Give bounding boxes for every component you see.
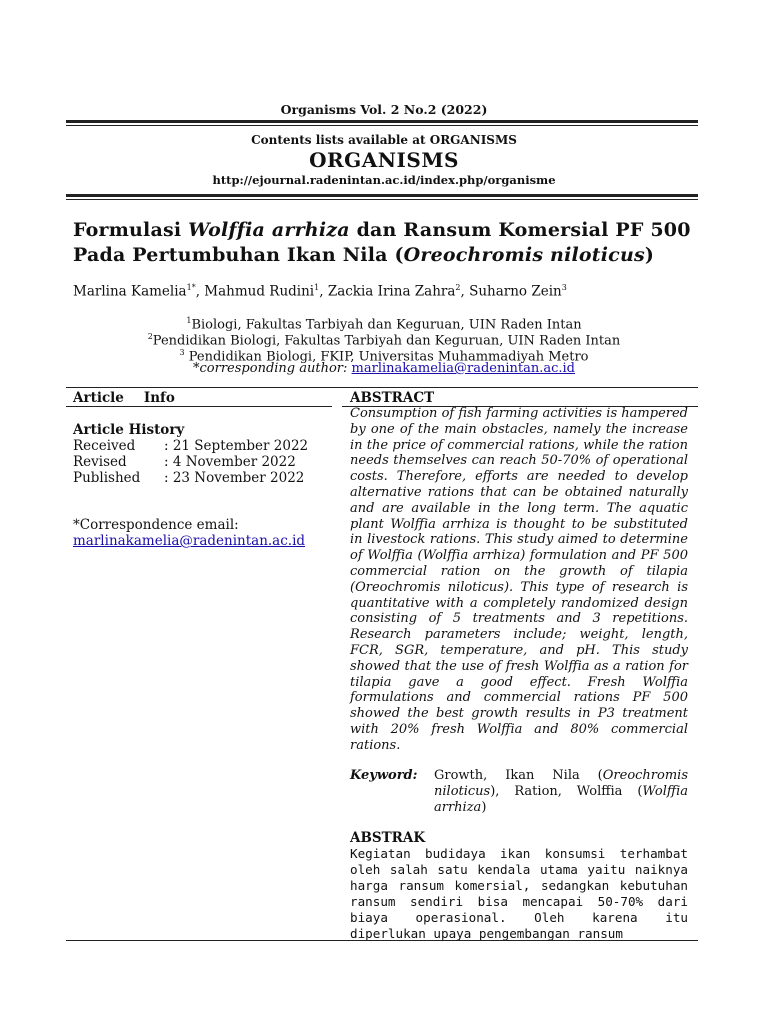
author-sup: 3: [561, 283, 567, 292]
history-label: Received: [73, 438, 136, 454]
keyword-label: Keyword:: [350, 768, 418, 783]
keyword-species: Oreochromis niloticus: [434, 768, 688, 799]
title-text-1: Formulasi: [73, 219, 189, 241]
abstract-text: Consumption of fish farming activities is hampered by one of the main obstacles, namely the increase in the price of commercial rations, while the ration needs themselves can reach 50-70% of operational costs. Therefore, efforts are needed to develop alternative rations that can be obtained naturally and are available in the long term. The aquatic plant Wolffia arrhiza is thought to be substituted in livestock rations. This study aimed to determine of Wolffia (Wolffia arrhiza) formulation and PF 500 commercial ration on the growth of tilapia (Oreochromis niloticus). This type of research is quantitative with a completely randomized design consisting of 5 treatments and 3 repetitions. Research parameters include; weight, length, FCR, SGR, temperature, and pH. This study showed that the use of fresh Wolffia as a ration for tilapia gave a good effect. Fresh Wolffia formulations and commercial rations PF 500 showed the best growth results in P3 treatment with 20% fresh Wolffia and 80% commercial rations.: [350, 406, 688, 753]
article-info-heading: [73, 390, 333, 406]
author-sep: ,: [195, 283, 205, 300]
correspondence-email-link[interactable]: marlinakamelia@radenintan.ac.id: [73, 533, 306, 549]
section-top-rule: [66, 387, 698, 388]
author-sup: 2: [455, 283, 461, 292]
author-name: Mahmud Rudini: [204, 283, 315, 300]
corresponding-label: *corresponding author:: [193, 361, 352, 376]
article-history-title: Article History: [73, 422, 185, 438]
history-value: : 21 September 2022: [164, 438, 309, 454]
section-bottom-rule: [66, 940, 698, 941]
keywords-block: [350, 768, 688, 815]
article-info-heading-b: Info: [143, 390, 175, 406]
journal-volume-header: Organisms Vol. 2 No.2 (2022): [280, 102, 488, 117]
title-text-species-1: Wolffia arrhiza: [188, 219, 350, 241]
header-rule-thick: [66, 120, 698, 123]
header-rule-thin: [66, 125, 698, 126]
article-info-heading-a: Article: [73, 390, 124, 406]
masthead-rule-thin: [66, 199, 698, 200]
author-sep: ,: [319, 283, 328, 300]
history-value: : 23 November 2022: [164, 470, 305, 486]
keyword-text: ), Ration, Wolffia (: [490, 783, 643, 799]
author-name: Zackia Irina Zahra: [327, 283, 456, 300]
affiliation-text: Biologi, Fakultas Tarbiyah dan Keguruan, UIN Raden Intan: [191, 317, 582, 333]
corresponding-author: [0, 361, 768, 377]
keyword-list: [434, 768, 688, 815]
abstract-heading: ABSTRACT: [350, 390, 435, 406]
masthead-rule-thick: [66, 194, 698, 197]
history-label: Revised: [73, 454, 127, 470]
affiliation-text: Pendidikan Biologi, FKIP, Universitas Muhammadiyah Metro: [184, 349, 589, 365]
correspondence-label: *Correspondence email:: [73, 517, 239, 533]
affiliation-sup: 3: [179, 348, 185, 357]
title-text-species-2: Oreochromis niloticus: [403, 244, 645, 266]
keyword-species: Wolffia arrhiza: [434, 783, 688, 815]
abstract-body: [350, 406, 688, 754]
corresponding-email-link[interactable]: marlinakamelia@radenintan.ac.id: [351, 361, 575, 376]
history-value: : 4 November 2022: [164, 454, 296, 470]
author-sup: 1: [314, 283, 320, 292]
abstrak-heading: ABSTRAK: [350, 830, 426, 846]
article-history: [73, 438, 333, 486]
journal-url[interactable]: http://ejournal.radenintan.ac.id/index.php/organisme: [212, 173, 556, 187]
author-list: [73, 283, 567, 300]
history-row-received: [73, 438, 333, 454]
affiliation-sup: 2: [147, 332, 153, 341]
author-name: Marlina Kamelia: [73, 283, 187, 300]
abstrak-body: Kegiatan budidaya ikan konsumsi terhambat oleh salah satu kendala utama yaitu naiknya harga ransum komersial, sedangkan kebutuhan ransum sendiri bisa mencapai 50-70% dari biaya operasional. Oleh karena itu diperlukan upaya pengembangan ransum: [350, 846, 688, 940]
title-text-3: ): [644, 244, 655, 266]
history-row-published: [73, 470, 333, 486]
journal-name: ORGANISMS: [309, 148, 459, 172]
keyword-text: ): [481, 799, 487, 815]
history-label: Published: [73, 470, 141, 486]
author-sup: 1*: [186, 283, 196, 292]
paper-title: [73, 218, 698, 268]
affiliation-sup: 1: [186, 316, 192, 325]
article-info-rule: [66, 406, 332, 407]
author-name: Suharno Zein: [469, 283, 562, 300]
author-sep: ,: [460, 283, 470, 300]
contents-line: Contents lists available at ORGANISMS: [251, 133, 517, 147]
title-text-2: dan Ransum Komersial PF 500 Pada Pertumbuhan Ikan Nila (: [73, 219, 691, 266]
keyword-text: Growth, Ikan Nila (: [434, 768, 603, 783]
affiliation-text: Pendidikan Biologi, Fakultas Tarbiyah dan Keguruan, UIN Raden Intan: [152, 333, 621, 349]
history-row-revised: [73, 454, 333, 470]
